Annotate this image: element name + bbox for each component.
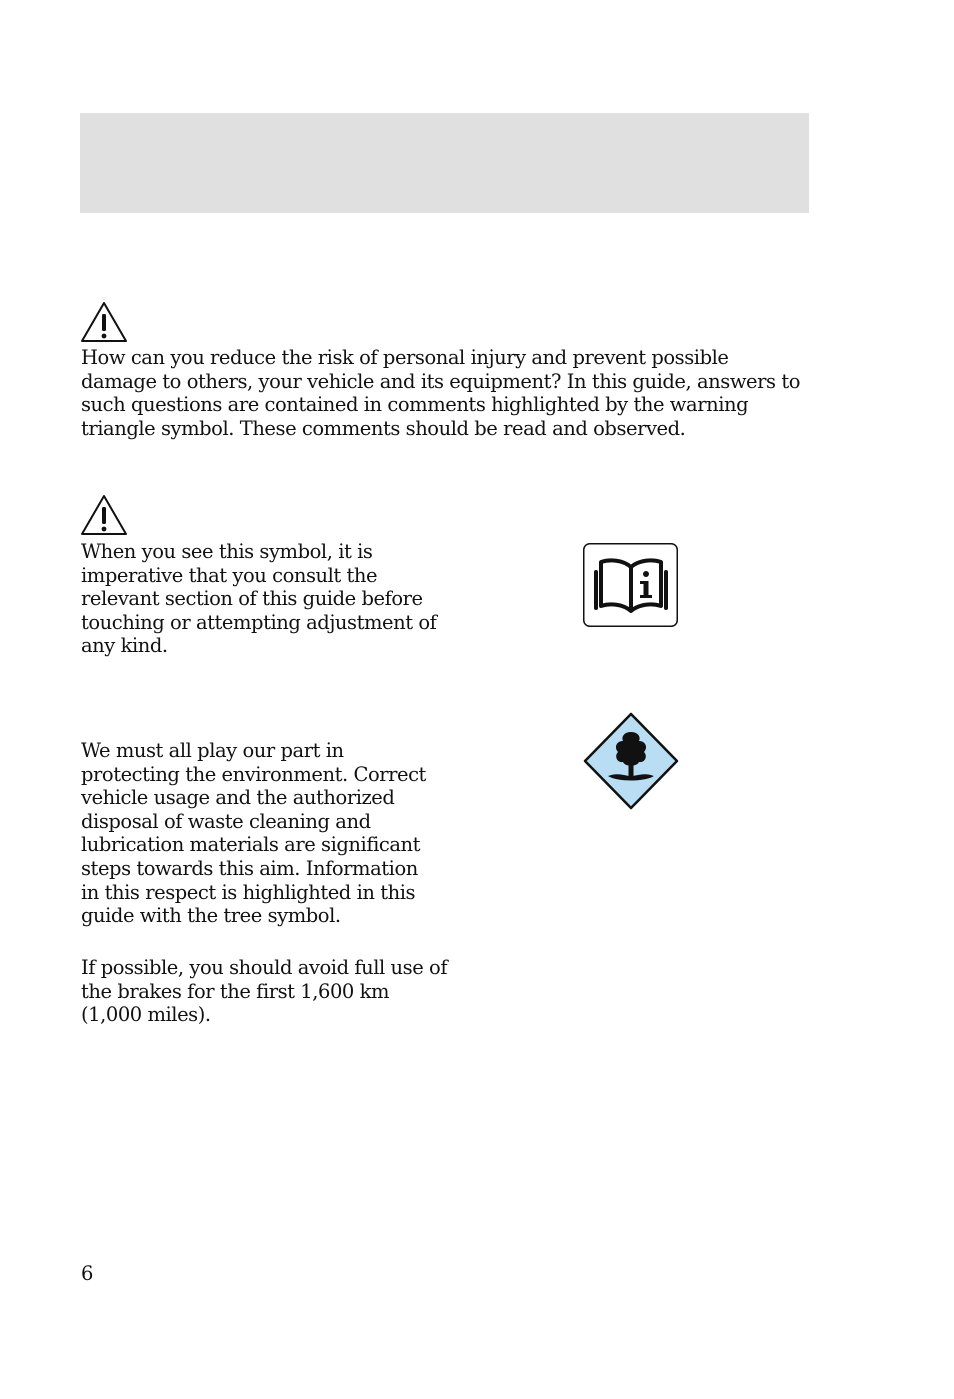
warning-triangle-icon <box>80 494 128 536</box>
book-info-icon <box>583 543 679 627</box>
environment-paragraph: We must all play our part in protecting the environment. Correct vehicle usage and the authorized disposal of waste cleaning and lubrication materials are significant steps towards this aim. Information in this respect is highlighted in this guide with the tree symbol. <box>81 739 426 928</box>
warning-triangle-icon <box>80 301 128 343</box>
header-band <box>80 113 809 213</box>
intro-paragraph: How can you reduce the risk of personal injury and prevent possible damage to others, your vehicle and its equipment? In this guide, answers to such questions are contained in comments highlighted by the warning triangle symbol. These comments should be read and observed. <box>81 346 800 440</box>
consult-paragraph: When you see this symbol, it is imperative that you consult the relevant section of this guide before touching or attempting adjustment of any kind. <box>81 540 437 658</box>
page-number: 6 <box>81 1262 94 1285</box>
tree-diamond-icon <box>583 712 679 810</box>
brakes-paragraph: If possible, you should avoid full use of the brakes for the first 1,600 km (1,000 miles). <box>81 956 448 1027</box>
